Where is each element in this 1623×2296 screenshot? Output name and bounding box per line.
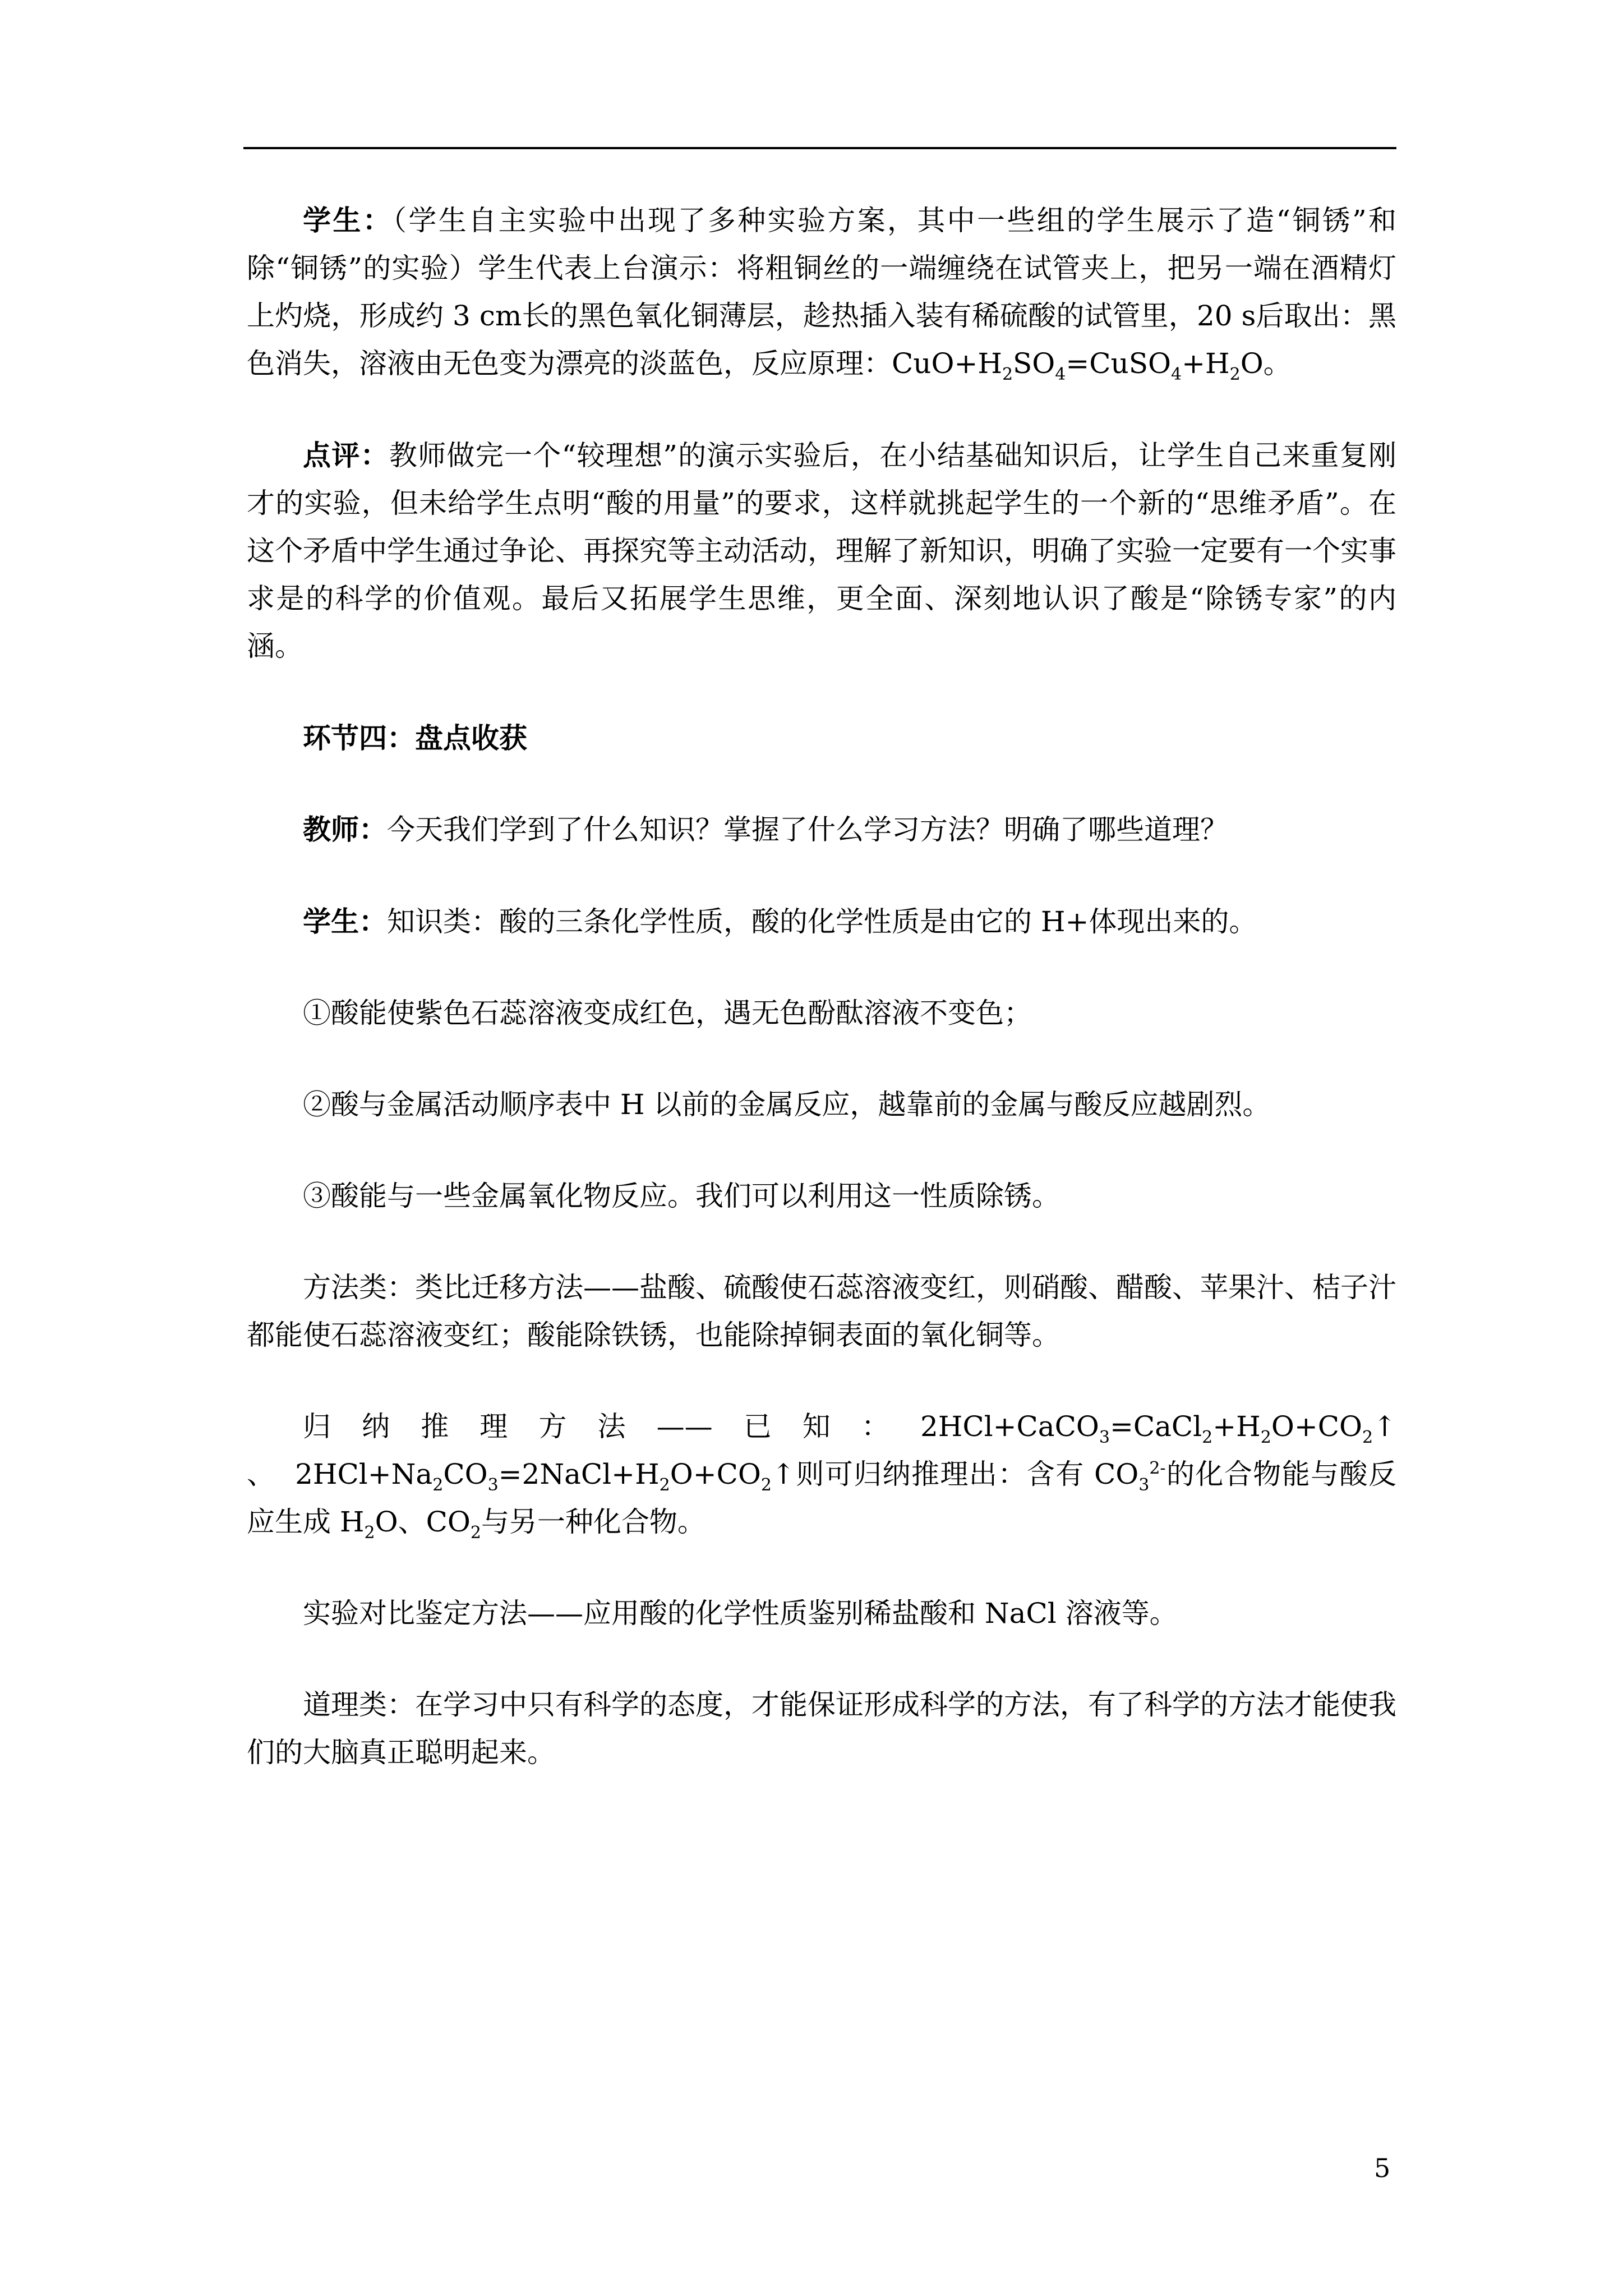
paragraph-text: 今天我们学到了什么知识？掌握了什么学习方法？明确了哪些道理？ bbox=[387, 813, 1228, 846]
list-item-3: ③酸能与一些金属氧化物反应。我们可以利用这一性质除锈。 bbox=[303, 1180, 1060, 1212]
paragraph-principle: 道理类：在学习中只有科学的态度，才能保证形成科学的方法，有了科学的方法才能使我们的大脑真正聪明起来。 bbox=[247, 1688, 1396, 1769]
section-heading: 环节四：盘点收获 bbox=[303, 721, 527, 754]
paragraph-text: （学生自主实验中出现了多种实验方案，其中一些组的学生展示了造“铜锈”和除“铜锈”的实验）学生代表上台演示：将粗铜丝的一端缠绕在试管夹上，把另一端在酒精灯上灼烧，形成约 3 cm长的黑色氧化铜薄层，趁热插入装有稀硫酸的试管里，20 s后取出：黑色消失，溶液由无色变为漂亮的淡蓝色，反应原理： bbox=[247, 204, 1396, 380]
paragraph-text: 教师做完一个“较理想”的演示实验后，在小结基础知识后，让学生自己来重复刚才的实验，但未给学生点明“酸的用量”的要求，这样就挑起学生的一个新的“思维矛盾”。在这个矛盾中学生通过争论、再探究等主动活动，理解了新知识，明确了实验一定要有一个实事求是的科学的价值观。最后又拓展学生思维，更全面、深刻地认识了酸是“除锈专家”的内涵。 bbox=[247, 439, 1396, 662]
paragraph-induction-method bbox=[247, 1403, 1396, 1546]
paragraph-student-knowledge bbox=[247, 898, 1396, 946]
chemical-equation-2: $2HCl+Na_2CO_3=2NaCl+H_2O+CO_2↑$ bbox=[295, 1458, 795, 1495]
paragraph-teacher-question bbox=[247, 806, 1396, 854]
paragraph-review bbox=[247, 431, 1396, 670]
paragraph-text: 归纳推理方法——已知： bbox=[303, 1410, 920, 1443]
list-item-1: ①酸能使紫色石蕊溶液变成红色，遇无色酚酞溶液不变色； bbox=[303, 997, 1032, 1029]
speaker-label: 点评： bbox=[303, 439, 389, 472]
speaker-label: 学生： bbox=[303, 905, 387, 938]
list-item-2: ②酸与金属活动顺序表中 H 以前的金属反应，越靠前的金属与酸反应越剧烈。 bbox=[303, 1088, 1271, 1121]
page-number: 5 bbox=[1374, 2153, 1391, 2183]
paragraph-student-demo bbox=[247, 196, 1396, 388]
paragraph-analogy-method: 方法类：类比迁移方法——盐酸、硫酸使石蕊溶液变红，则硝酸、醋酸、苹果汁、桔子汁都能使石蕊溶液变红；酸能除铁锈，也能除掉铜表面的氧化铜等。 bbox=[247, 1271, 1396, 1351]
speaker-label: 学生： bbox=[303, 204, 393, 237]
chemical-equation-1: $2HCl+CaCO_3=CaCl_2+H_2O+CO_2↑$ 、 bbox=[247, 1410, 1396, 1490]
header-rule bbox=[243, 147, 1396, 149]
chemical-equation: $CuO+H_2SO_4=CuSO_4+H_2O$。 bbox=[892, 347, 1292, 384]
paragraph-text: 则可归纳推理出：含有 $CO_3^{2-}$的化合物能与酸反应生成 $H_2O$、$CO_2$与另一种化合物。 bbox=[247, 1458, 1396, 1543]
speaker-label: 教师： bbox=[303, 813, 387, 846]
paragraph-comparison-method: 实验对比鉴定方法——应用酸的化学性质鉴别稀盐酸和 NaCl 溶液等。 bbox=[303, 1597, 1178, 1630]
document-body bbox=[247, 196, 1396, 1820]
paragraph-text: 知识类：酸的三条化学性质，酸的化学性质是由它的 H+体现出来的。 bbox=[387, 905, 1257, 938]
